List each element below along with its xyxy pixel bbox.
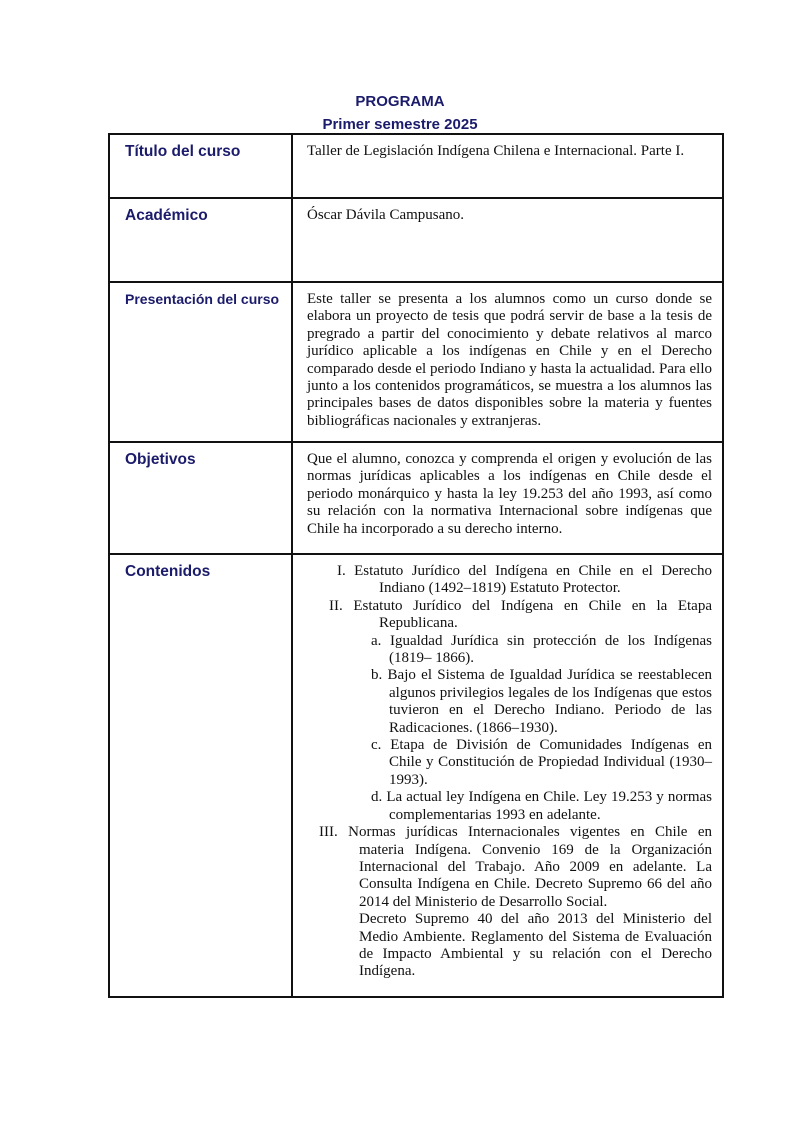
label-contenidos: Contenidos [109, 554, 292, 997]
document-title: PROGRAMA [355, 93, 445, 110]
document-subtitle: Primer semestre 2025 [322, 116, 478, 133]
row-contenidos [109, 554, 723, 997]
label-objetivos: Objetivos [109, 442, 292, 554]
content-item: II. Estatuto Jurídico del Indígena en Chile en la Etapa Republicana. [329, 597, 712, 632]
content-item: III. Normas jurídicas Internacionales vigentes en Chile en materia Indígena. Convenio 169 de la Organización Internacional del Trabajo. Año 2009 en adelante. La Consulta Indígena en Chile. Decreto Supremo 66 del año 2014 del Ministerio de Desarrollo Social. [319, 824, 713, 910]
row-presentacion [109, 282, 723, 442]
content-subitem: b. Bajo el Sistema de Igualdad Jurídica se reestablecen algunos privilegios legales de los Indígenas que estos tuvieron en el Derecho Indiano. Periodo de las Radicaciones. (1866–1930). [371, 667, 712, 736]
row-objetivos [109, 442, 723, 554]
label-titulo: Título del curso [109, 134, 292, 198]
program-table [108, 133, 724, 998]
label-presentacion: Presentación del curso [109, 282, 292, 442]
value-titulo: Taller de Legislación Indígena Chilena e Internacional. Parte I. [292, 134, 723, 198]
value-academico: Óscar Dávila Campusano. [292, 198, 723, 282]
content-subitem: d. La actual ley Indígena en Chile. Ley 19.253 y normas complementarias 1993 en adelante. [371, 789, 712, 823]
content-subitem: a. Igualdad Jurídica sin protección de los Indígenas (1819– 1866). [371, 632, 712, 667]
label-academico: Académico [109, 198, 292, 282]
row-titulo [109, 134, 723, 198]
content-item: I. Estatuto Jurídico del Indígena en Chile en el Derecho Indiano (1492–1819) Estatuto Protector. [337, 563, 712, 597]
content-item-continuation: Decreto Supremo 40 del año 2013 del Ministerio del Medio Ambiente. Reglamento del Sistema de Evaluación de Impacto Ambiental y su relación con el Derecho Indígena. [359, 911, 712, 980]
content-subitem: c. Etapa de División de Comunidades Indígenas en Chile y Constitución de Propiedad Individual (1930–1993). [371, 737, 712, 788]
contents-list [292, 554, 723, 997]
value-objetivos: Que el alumno, conozca y comprenda el origen y evolución de las normas jurídicas aplicables a los indígenas en Chile desde el periodo monárquico y hasta la ley 19.253 del año 1993, así como su relación con la normativa Internacional sobre indígenas que Chile ha incorporado a su derecho interno. [292, 442, 723, 554]
row-academico [109, 198, 723, 282]
value-presentacion: Este taller se presenta a los alumnos como un curso donde se elabora un proyecto de tesis que podrá servir de base a la tesis de pregrado a partir del conocimiento y debate relativos al marco jurídico aplicable a los indígenas en Chile y en el Derecho comparado desde el periodo Indiano y hasta la actualidad. Para ello junto a los contenidos programáticos, se muestra a los alumnos las principales bases de datos disponibles sobre la materia y fuentes bibliográficas nacionales y extranjeras. [292, 282, 723, 442]
